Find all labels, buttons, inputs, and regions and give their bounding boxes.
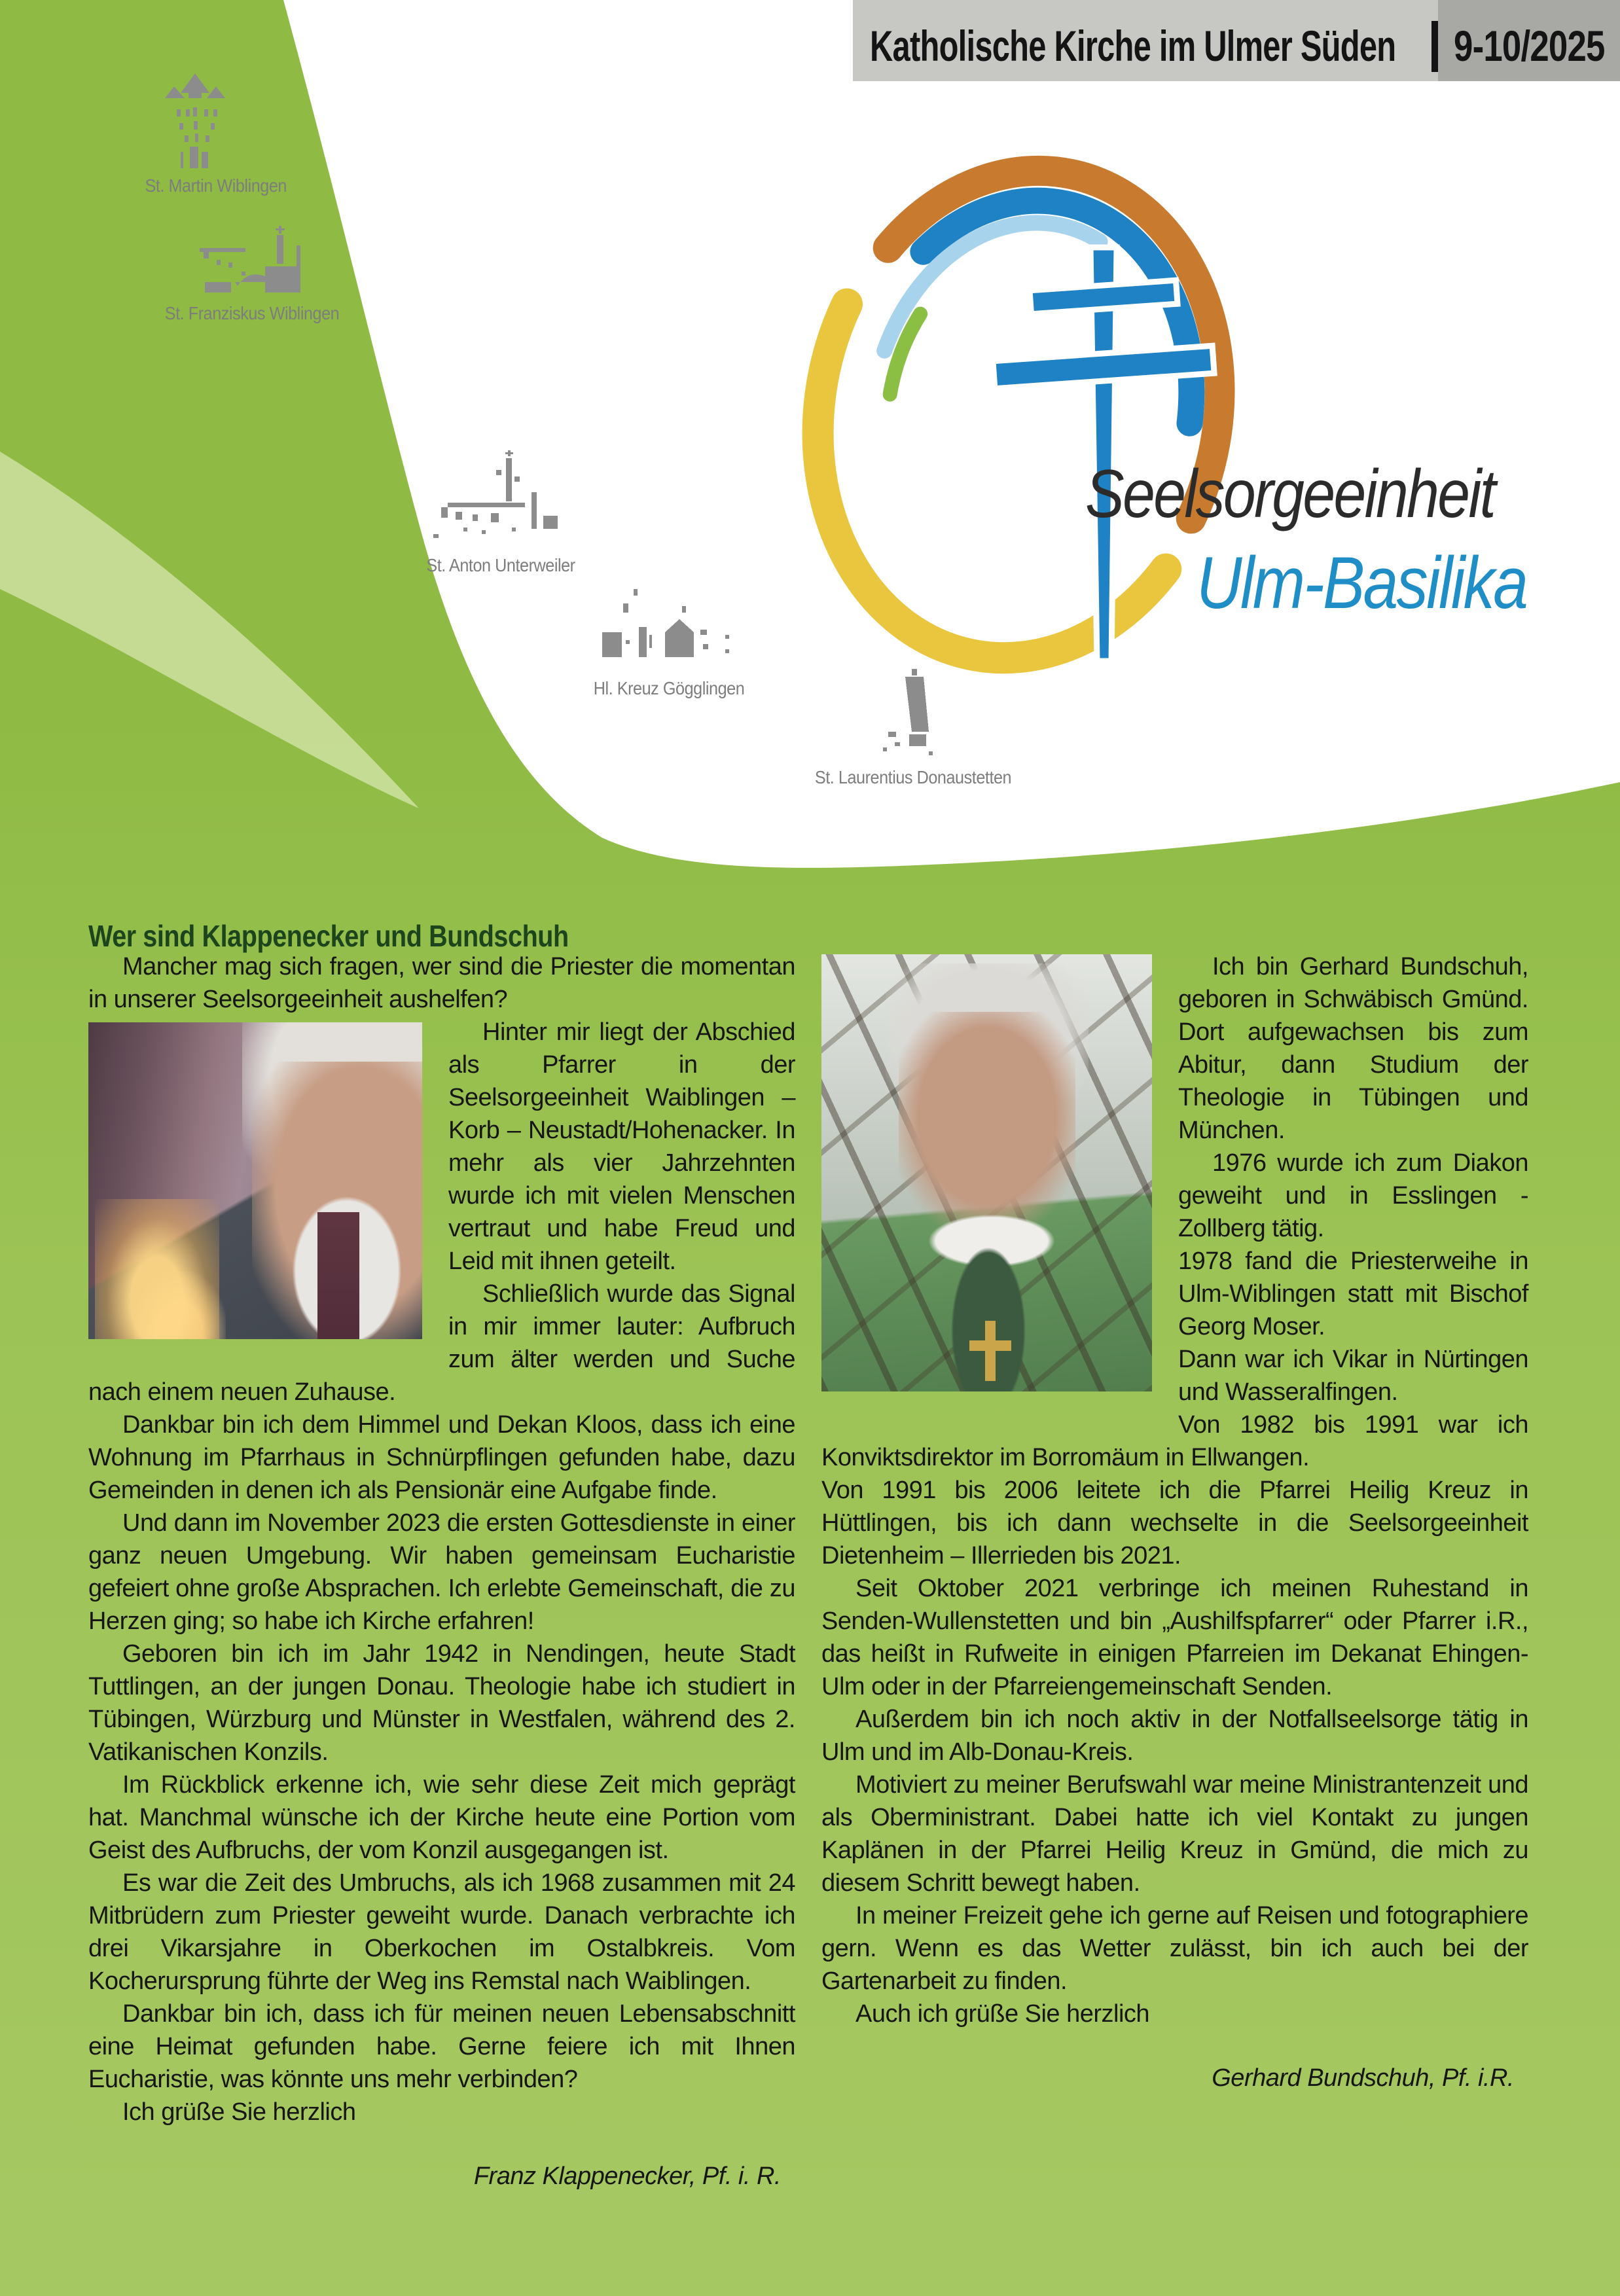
paragraph: Ich grüße Sie herzlich [122,2098,356,2126]
church-icon-hl-kreuz [597,589,741,672]
banner-title: Katholische Kirche im Ulmer Süden [870,22,1396,70]
paragraph: Ich bin Gerhard Bundschuh, geboren in Schwäbisch Gmünd. Dort aufgewachsen bis zum Abitur, dann Studium der Theologie in Tübingen und München. [1178,953,1528,1144]
issue-banner [853,0,1620,81]
paragraph: 1976 wurde ich zum Diakon geweiht und in Esslingen - Zollberg tätig. [1178,1149,1528,1242]
photo-gerhard-bundschuh [821,954,1152,1391]
article-column-klappenecker [88,950,795,2193]
logo-ring-green [856,216,1187,609]
paragraph: Hinter mir liegt der Abschied als Pfarrer in der Seelsorgeeinheit Waiblingen – Korb – Neustadt/Hohenacker. In mehr als vier Jahrzehnten wurde ich mit vielen Menschen vertraut und habe Freud und Leid mit ihnen geteilt. [448,1018,795,1275]
church-icon-st-franziskus [200,226,304,296]
paragraph: Seit Oktober 2021 verbringe ich meinen Ruhestand in Senden-Wullenstetten und bin „Aushilfspfarrer“ oder Pfarrer i.R., das heißt in Rufweite in einigen Pfarreien im Dekanat Ehingen-Ulm oder in der Pfarreiengemeinschaft Senden. [821,1575,1528,1700]
article-heading: Wer sind Klappenecker und Bundschuh [88,918,569,953]
church-st-martin-wiblingen [139,73,287,196]
paragraph: Im Rückblick erkenne ich, wie sehr diese Zeit mich geprägt hat. Manchmal wünsche ich der Kirche heute eine Portion vom Geist des Aufbruchs, der vom Konzil ausgegangen ist. [88,1771,795,1864]
logo-text-seelsorgeeinheit: Seelsorgeeinheit [1085,456,1495,532]
paragraph: Es war die Zeit des Umbruchs, als ich 1968 zusammen mit 24 Mitbrüdern zum Priester geweiht wurde. Danach verbrachte ich drei Vikarsjahre in Oberkochen im Ostalbkreis. Vom Kocherursprung führte der Weg ins Remstal nach Waiblingen. [88,1869,795,1995]
church-st-franziskus-wiblingen [154,226,350,324]
paragraph: Dankbar bin ich, dass ich für meinen neuen Lebensabschnitt eine Heimat gefunden habe. Gerne feiere ich mit Ihnen Eucharistie, was könnte uns mehr verbinden? [88,2000,795,2093]
church-label-st-martin: St. Martin Wiblingen [145,175,287,196]
paragraph: Von 1982 bis 1991 war ich Konviktsdirektor im Borromäum in Ellwangen. [821,1411,1528,1471]
church-label-hl-kreuz: Hl. Kreuz Gögglingen [593,678,745,698]
photo-franz-klappenecker [88,1022,422,1339]
paragraph: Auch ich grüße Sie herzlich [855,2000,1150,2028]
church-hl-kreuz-goegglingen [571,589,767,699]
article-column-bundschuh [821,950,1528,2094]
paragraph: In meiner Freizeit gehe ich gerne auf Reisen und fotographiere gern. Wenn es das Wetter zulässt, bin ich auch bei der Gartenarbeit zu finden. [821,1902,1528,1995]
paragraph: Motiviert zu meiner Berufswahl war meine Ministrantenzeit und als Oberministrant. Dabei hatte ich viel Kontakt zu jungen Kaplänen in der Pfarrei Heilig Kreuz in Gmünd, die mich zu diesem Schritt bewegt haben. [821,1771,1528,1897]
paragraph: 1978 fand die Priesterweihe in Ulm-Wiblingen statt mit Bischof Georg Moser. [1178,1247,1528,1340]
church-label-st-franziskus: St. Franziskus Wiblingen [164,303,340,323]
banner-issue-number: 9-10/2025 [1454,22,1605,70]
church-st-anton-unterweiler [403,450,599,576]
paragraph: Von 1991 bis 2006 leitete ich die Pfarrei Heilig Kreuz in Hüttlingen, bis ich dann wechselte in die Seelsorgeeinheit Dietenheim – Illerrieden bis 2021. [821,1477,1528,1570]
signature-gerhard-bundschuh: Gerhard Bundschuh, Pf. i.R. [1212,2064,1514,2092]
church-icon-st-anton [433,450,568,548]
paragraph: Dankbar bin ich dem Himmel und Dekan Kloos, dass ich eine Wohnung im Pfarrhaus in Schnürpflingen gefunden habe, dazu Gemeinden in denen ich als Pensionär eine Aufgabe finde. [88,1411,795,1504]
church-icon-st-martin [164,73,226,169]
paragraph: Außerdem bin ich noch aktiv in der Notfallseelsorge tätig in Ulm und im Alb-Donau-Kreis. [821,1706,1528,1766]
church-icon-st-laurentius [883,669,943,761]
logo-text-ulm-basilika: Ulm-Basilika [1197,542,1527,624]
seelsorgeeinheit-logo-mark [753,137,1620,733]
paragraph: Und dann im November 2023 die ersten Gottesdienste in einer ganz neuen Umgebung. Wir haben gemeinsam Eucharistie gefeiert ohne große Absprachen. Ich erlebte Gemeinschaft, die zu Herzen ging; so habe ich Kirche erfahren! [88,1509,795,1635]
church-st-laurentius-donaustetten [802,669,1024,788]
paragraph: Schließlich wurde das Signal in mir immer lauter: Aufbruch zum älter werden und Suche nach einem neuen Zuhause. [88,1280,795,1406]
signature-franz-klappenecker: Franz Klappenecker, Pf. i. R. [473,2162,781,2190]
church-label-st-laurentius: St. Laurentius Donaustetten [814,767,1012,787]
paragraph: Geboren bin ich im Jahr 1942 in Nendingen, heute Stadt Tuttlingen, an der jungen Donau. Theologie habe ich studiert in Tübingen, Würzburg und Münster in Westfalen, während des 2. Vatikanischen Konzils. [88,1640,795,1766]
paragraph: Dann war ich Vikar in Nürtingen und Wasseralfingen. [1178,1346,1528,1406]
banner-divider [1431,21,1438,72]
paragraph: Mancher mag sich fragen, wer sind die Priester die momentan in unserer Seelsorgeeinheit aushelfen? [88,953,795,1013]
church-label-st-anton: St. Anton Unterweiler [426,555,575,575]
